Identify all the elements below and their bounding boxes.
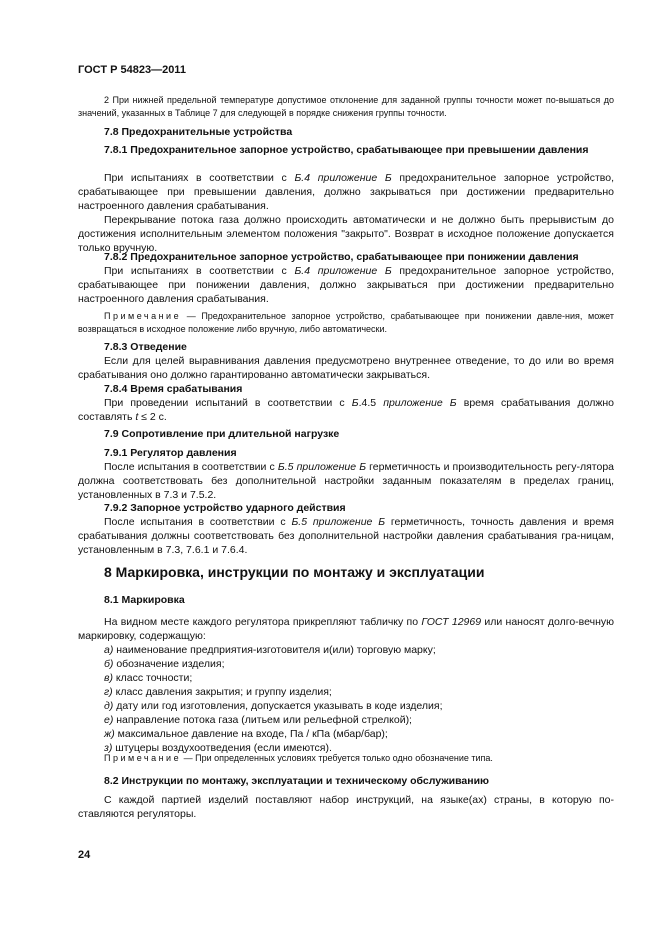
document-header: ГОСТ Р 54823—2011	[78, 64, 186, 76]
list-item	[78, 671, 614, 685]
list-item	[78, 699, 614, 713]
section-7-8-2-paragraph: При испытаниях в соответствии с Б.4 приложение Б предохранительное запорное устройство, срабатывающее при понижении давления, должно закрываться при достижении предварительно настроенного давления срабатывания.	[78, 265, 614, 305]
page-number: 24	[78, 849, 91, 861]
section-8-1-title: 8.1 Маркировка	[104, 594, 185, 606]
section-7-8-title: 7.8 Предохранительные устройства	[104, 126, 293, 138]
list-item	[78, 643, 614, 657]
reference-appendix-b5: Б.5 приложение Б	[277, 461, 367, 473]
reference-appendix-b4: Б.4 приложение Б	[294, 172, 392, 184]
list-item-text: дату или год изготовления, допускается указывать в коде изделия;	[113, 700, 443, 712]
section-8-2-title: 8.2 Инструкции по монтажу, эксплуатации и техническому обслуживанию	[104, 775, 490, 787]
section-7-8-3-paragraph: Если для целей выравнивания давления предусмотрено внутреннее отведение, то до или во время срабатывания оно должно гарантированно автоматически закрываться.	[78, 355, 614, 381]
list-item-marker: в)	[104, 672, 113, 684]
list-item	[78, 713, 614, 727]
list-item-marker: д)	[104, 700, 114, 712]
list-item-marker: е)	[104, 714, 114, 726]
section-7-9-2-paragraph: После испытания в соответствии с Б.5 приложение Б герметичность, точность давления и время срабатывания должны соответствовать без дополнительной настройки давления срабатывания гра-ницам, установленным в 7.3, 7.6.1 и 7.6.4.	[78, 516, 614, 556]
section-7-9-1-paragraph: После испытания в соответствии с Б.5 приложение Б герметичность и производительность регу-лятора должна соответствовать без дополнительной настройки заданным показателям в пределах границ, установленных в 7.3 и 7.5.2.	[78, 461, 614, 501]
reference-appendix-b5: Б.5 приложение Б	[291, 516, 386, 528]
note-label: Примечание	[104, 311, 182, 321]
list-item-marker: а)	[104, 644, 114, 656]
list-item-marker: б)	[104, 658, 114, 670]
marking-list	[78, 643, 614, 755]
list-item-text: максимальное давление на входе, Па / кПа (мбар/бар);	[114, 728, 388, 740]
section-7-8-2-title: 7.8.2 Предохранительное запорное устройство, срабатывающее при понижении давления	[104, 251, 579, 263]
note-label: Примечание	[104, 753, 182, 763]
list-item-text: штуцеры воздухоотведения (если имеются).	[112, 742, 332, 754]
list-item-text: класс точности;	[112, 672, 193, 684]
section-8-title: 8 Маркировка, инструкции по монтажу и эксплуатации	[104, 564, 485, 580]
section-8-1-paragraph: На видном месте каждого регулятора прикрепляют табличку по ГОСТ 12969 или наносят долго-вечную маркировку, содержащую:	[78, 616, 615, 642]
list-item-marker: г)	[104, 686, 113, 698]
section-7-8-3-title: 7.8.3 Отведение	[104, 341, 187, 353]
section-7-8-1-paragraph-1: При испытаниях в соответствии с Б.4 приложение Б предохранительное запорное устройство, срабатывающее при превышении давления, должно закрываться при достижении предварительно настроенного давления срабатывания.	[78, 172, 614, 212]
section-7-9-2-title: 7.9.2 Запорное устройство ударного действия	[104, 502, 346, 514]
section-7-9-1-title: 7.9.1 Регулятор давления	[104, 447, 237, 459]
section-7-8-4-title: 7.8.4 Время срабатывания	[104, 383, 243, 395]
list-item-marker: з)	[104, 742, 113, 754]
section-7-8-1-paragraph-2: Перекрывание потока газа должно происходить автоматически и не должно быть прерывистым до достижения исполнительным элементом положения "закрыто". Возврат в исходное положение допускается только вручную.	[78, 214, 614, 254]
list-item	[78, 657, 614, 671]
section-7-9-title: 7.9 Сопротивление при длительной нагрузке	[104, 428, 340, 440]
list-item-marker: ж)	[104, 728, 115, 740]
reference-gost-12969: ГОСТ 12969	[421, 616, 482, 628]
list-item	[78, 727, 614, 741]
list-item	[78, 685, 614, 699]
list-item-text: направление потока газа (литьем или рельефной стрелкой);	[113, 714, 412, 726]
section-7-8-1-title: 7.8.1 Предохранительное запорное устройство, срабатывающее при превышении давления	[104, 144, 589, 156]
list-item-text: класс давления закрытия; и группу изделия;	[112, 686, 332, 698]
intro-note: 2 При нижней предельной температуре допустимое отклонение для заданной группы точности может по-вышаться до значений, указанных в Таблице 7 для следующей в порядке снижения группы точности.	[78, 95, 614, 118]
list-item-text: наименование предприятия-изготовителя и(или) торговую марку;	[113, 644, 436, 656]
section-7-8-4-paragraph: При проведении испытаний в соответствии с Б.4.5 приложение Б время срабатывания должно составлять t ≤ 2 с.	[78, 397, 614, 423]
section-7-8-2-note: Примечание — Предохранительное запорное устройство, срабатывающее при понижении давле-ния, может возвращаться в исходное положение либо вручную, либо автоматически.	[78, 311, 614, 334]
variable-t: t	[135, 411, 139, 423]
reference-appendix-b: приложение Б	[383, 397, 457, 409]
reference-appendix-b4: Б.4 приложение Б	[294, 265, 392, 277]
section-8-1-note: Примечание — При определенных условиях требуется только одно обозначение типа.	[104, 753, 493, 763]
section-8-2-paragraph: С каждой партией изделий поставляют набор инструкций, на языке(ах) страны, в которую по-ставляются регуляторы.	[78, 794, 614, 820]
list-item-text: обозначение изделия;	[113, 658, 225, 670]
